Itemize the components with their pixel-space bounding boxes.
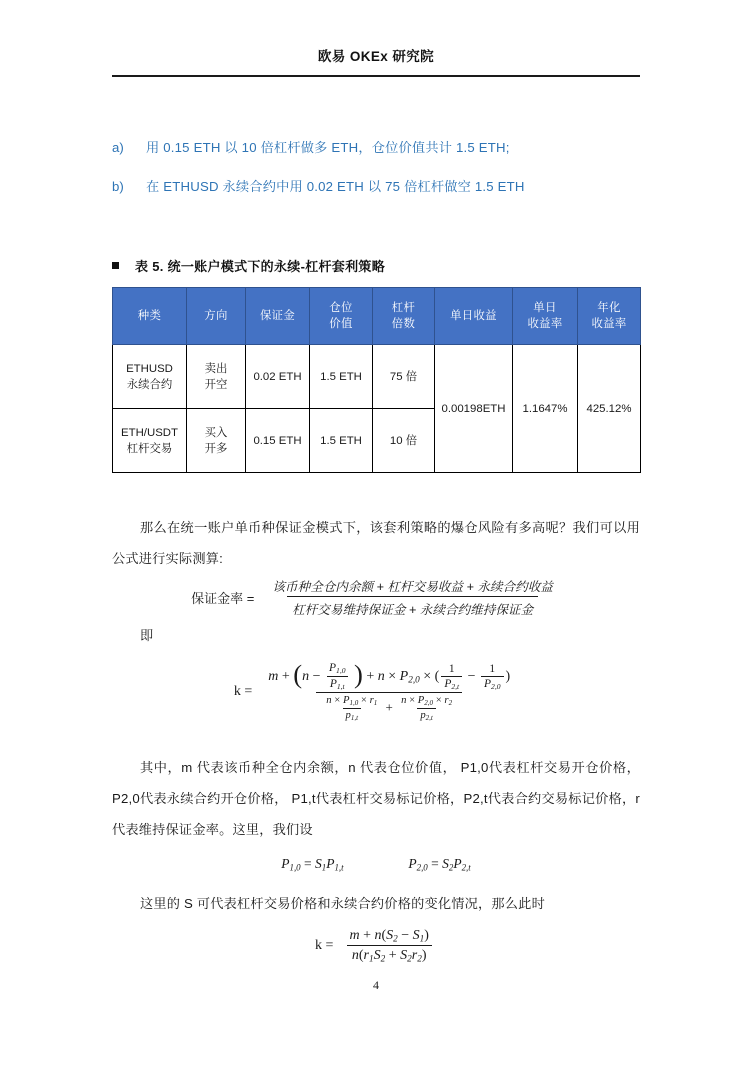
arbitrage-table bbox=[112, 287, 641, 473]
header-line-2: 收益率 bbox=[527, 318, 563, 330]
formula-margin-ratio bbox=[112, 576, 640, 618]
paragraph-ji: 即 bbox=[140, 628, 154, 643]
header-line-1: 年化 bbox=[597, 302, 621, 314]
header-line-1: 单日 bbox=[533, 302, 557, 314]
list-item-marker: b) bbox=[112, 179, 124, 194]
cell-position-value: 1.5 ETH bbox=[310, 345, 373, 409]
formula-k-simplified bbox=[112, 928, 640, 964]
paragraph-s-explanation: 这里的 S 可代表杠杆交易价格和永续合约价格的变化情况，那么此时 bbox=[140, 896, 545, 911]
cell-leverage: 10 倍 bbox=[373, 409, 435, 473]
table-caption-text: 表 5. 统一账户模式下的永续-杠杆套利策略 bbox=[135, 259, 385, 274]
column-header-daily-profit bbox=[435, 288, 513, 345]
formula-price-relations bbox=[112, 856, 640, 872]
formula-right: $P_{2,0} = S_2P_{2,t}$ bbox=[408, 856, 471, 873]
cell-line-1: ETHUSD bbox=[126, 362, 173, 375]
cell-type bbox=[113, 409, 187, 473]
header-line-1: 单日收益 bbox=[450, 310, 497, 322]
table-caption bbox=[112, 256, 385, 275]
header-line-1: 保证金 bbox=[259, 310, 296, 322]
cell-line-2: 开空 bbox=[204, 378, 228, 391]
column-header-margin bbox=[246, 288, 310, 345]
header-line-2: 倍数 bbox=[391, 318, 416, 330]
formula-numerator: $m + n(S_2 - S_1)$ bbox=[349, 928, 429, 944]
cell-type bbox=[113, 345, 187, 409]
formula-denominator: $n(r_1S_2 + S_2r_2)$ bbox=[347, 945, 432, 964]
header-line-2: 收益率 bbox=[591, 318, 627, 330]
formula-numerator: 该币种全仓内余额 + 杠杆交易收益 + 永续合约收益 bbox=[272, 580, 553, 594]
cell-line-1: 买入 bbox=[204, 426, 228, 439]
table-header-row bbox=[113, 288, 641, 345]
list-item bbox=[112, 177, 652, 197]
column-header-annual-rate bbox=[578, 288, 641, 345]
formula-lhs: k = bbox=[233, 684, 253, 700]
formula-fraction bbox=[267, 576, 558, 618]
header-title: 欧易 OKEx 研究院 bbox=[317, 49, 435, 64]
cell-line-2: 永续合约 bbox=[126, 378, 173, 391]
cell-direction bbox=[187, 409, 246, 473]
paragraph-risk-intro: 那么在统一账户单币种保证金模式下，该套利策略的爆仓风险有多高呢？我们可以用公式进行实际测算: bbox=[112, 520, 640, 566]
header-line-1: 杠杆 bbox=[391, 302, 416, 314]
cell-line-1: ETH/USDT bbox=[121, 426, 178, 439]
list-item-text: 用 0.15 ETH 以 10 倍杠杆做多 ETH，仓位价值共计 1.5 ETH; bbox=[146, 140, 510, 155]
cell-direction bbox=[187, 345, 246, 409]
formula-left: $P_{1,0} = S_1P_{1,t}$ bbox=[281, 856, 344, 873]
column-header-direction bbox=[187, 288, 246, 345]
cell-annual-rate: 425.12% bbox=[578, 345, 641, 473]
column-header-daily-rate bbox=[513, 288, 578, 345]
header-line-2: 价值 bbox=[329, 318, 353, 330]
formula-fraction bbox=[344, 928, 434, 964]
header-divider bbox=[112, 75, 640, 77]
cell-margin: 0.15 ETH bbox=[246, 409, 310, 473]
list-item bbox=[112, 138, 652, 158]
list-item-text: 在 ETHUSD 永续合约中用 0.02 ETH 以 75 倍杠杆做空 1.5 ETH bbox=[146, 179, 525, 194]
formula-denominator: 杠杆交易维持保证金 + 永续合约维持保证金 bbox=[287, 596, 538, 618]
cell-leverage: 75 倍 bbox=[373, 345, 435, 409]
page-header bbox=[112, 48, 640, 66]
header-line-1: 种类 bbox=[137, 310, 162, 322]
cell-daily-rate: 1.1647% bbox=[513, 345, 578, 473]
column-header-leverage bbox=[373, 288, 435, 345]
table-row bbox=[113, 345, 641, 409]
cell-line-1: 卖出 bbox=[204, 362, 228, 375]
header-line-1: 方向 bbox=[204, 310, 228, 322]
column-header-position-value bbox=[310, 288, 373, 345]
page-number: 4 bbox=[373, 978, 379, 992]
strategy-list bbox=[112, 138, 652, 216]
formula-numerator: m + (n − $\frac{P_{1,0}}{P_{1,t}}$ ) + $n \times P_{2,0}$ × ( $\frac{1}{P_{2,t}}$ − $\frac{1}{P_{2,0}}$ ) bbox=[268, 659, 511, 692]
paragraph-variable-definitions: 其中，m 代表该币种全仓内余额，n 代表仓位价值， P1,0代表杠杆交易开仓价格，P2,0代表永续合约开仓价格， P1,t代表杠杆交易标记价格，P2,t代表合约交易标记价格，r 代表维持保证金率。这里，我们设 bbox=[112, 760, 640, 837]
formula-denominator: $\frac{n \times P_{1,0} \times r_1}{p_{1,t}}$ + $\frac{n \times P_{2,0} \times r_2}{p_{2,t}}$ bbox=[316, 692, 462, 722]
formula-k-expanded bbox=[112, 659, 640, 723]
formula-lhs: 保证金率 = bbox=[191, 590, 255, 606]
cell-daily-profit: 0.00198ETH bbox=[435, 345, 513, 473]
formula-fraction bbox=[263, 659, 515, 723]
cell-position-value: 1.5 ETH bbox=[310, 409, 373, 473]
arbitrage-table-wrapper bbox=[112, 287, 640, 473]
formula-lhs: k = bbox=[315, 938, 334, 953]
header-line-1: 仓位 bbox=[329, 302, 353, 314]
cell-line-2: 杠杆交易 bbox=[126, 442, 173, 455]
square-bullet-icon bbox=[112, 262, 119, 269]
list-item-marker: a) bbox=[112, 140, 124, 155]
cell-margin: 0.02 ETH bbox=[246, 345, 310, 409]
column-header-type bbox=[113, 288, 187, 345]
cell-line-2: 开多 bbox=[204, 442, 228, 455]
